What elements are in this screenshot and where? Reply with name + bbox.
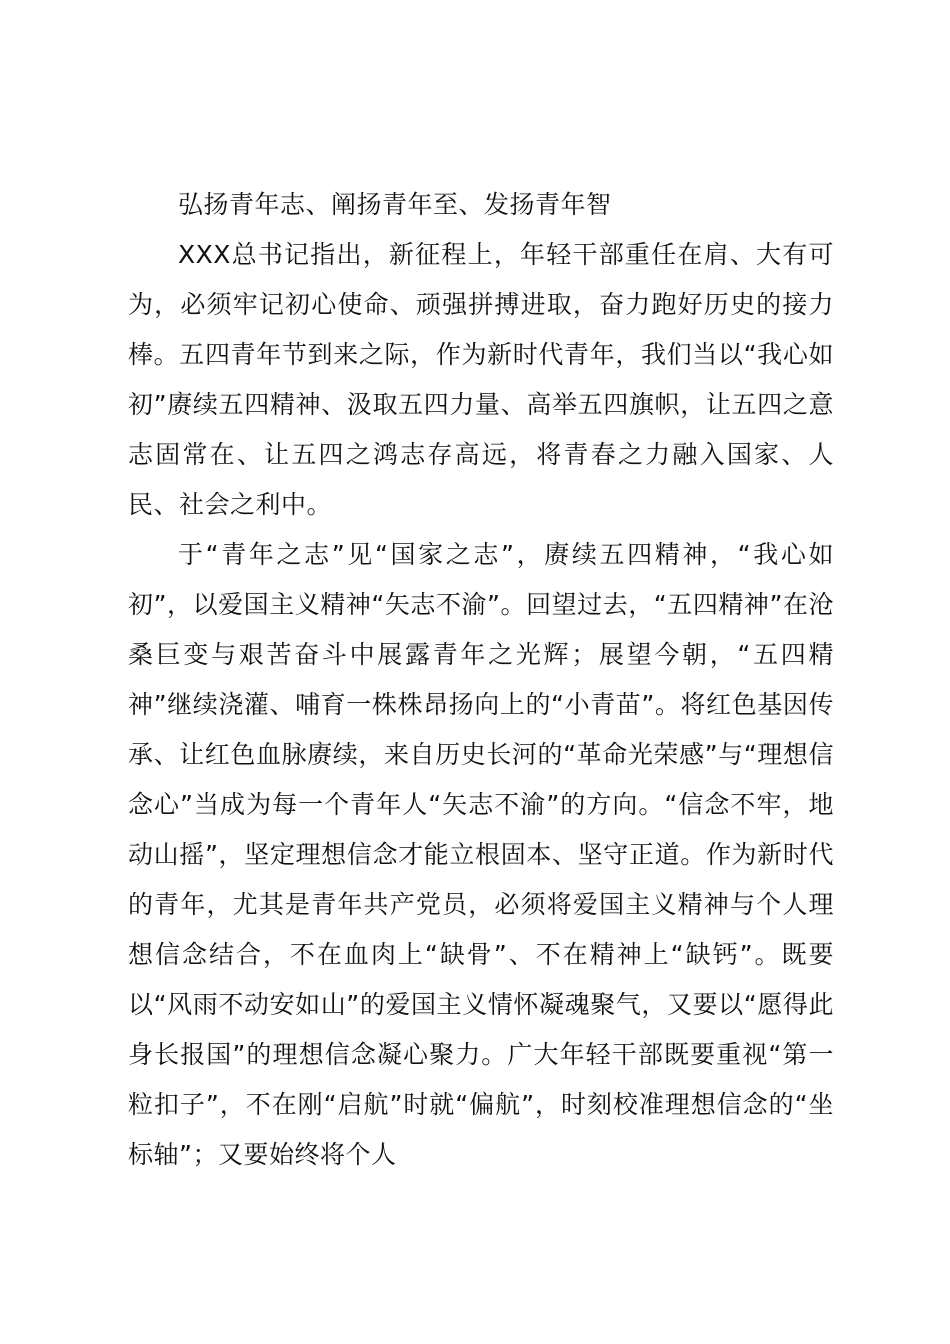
paragraph-2: 于“青年之志”见“国家之志”，赓续五四精神，“我心如初”，以爱国主义精神“矢志不渝”。回望过去，“五四精神”在沧桑巨变与艰苦奋斗中展露青年之光辉；展望今朝，“五四精神”继续浇灌、哺育一株株昂扬向上的“小青苗”。将红色基因传承、让红色血脉赓续，来自历史长河的“革命光荣感”与“理想信念心”当成为每一个青年人“矢志不渝”的方向。“信念不牢，地动山摇”，坚定理想信念才能立根固本、坚守正道。作为新时代的青年，尤其是青年共产党员，必须将爱国主义精神与个人理想信念结合，不在血肉上“缺骨”、不在精神上“缺钙”。既要以“风雨不动安如山”的爱国主义情怀凝魂聚气，又要以“愿得此身长报国”的理想信念凝心聚力。广大年轻干部既要重视“第一粒扣子”，不在刚“启航”时就“偏航”，时刻校准理想信念的“坐标轴”；又要始终将个人 [128, 540, 834, 1169]
document-title: 弘扬青年志、阐扬青年至、发扬青年智 [178, 190, 612, 219]
document-body [128, 180, 834, 1180]
paragraph-1: XXX总书记指出，新征程上，年轻干部重任在肩、大有可为，必须牢记初心使命、顽强拼搏进取，奋力跑好历史的接力棒。五四青年节到来之际，作为新时代青年，我们当以“我心如初”赓续五四精神、汲取五四力量、高举五四旗帜，让五四之意志固常在、让五四之鸿志存高远，将青春之力融入国家、人民、社会之利中。 [128, 240, 834, 519]
